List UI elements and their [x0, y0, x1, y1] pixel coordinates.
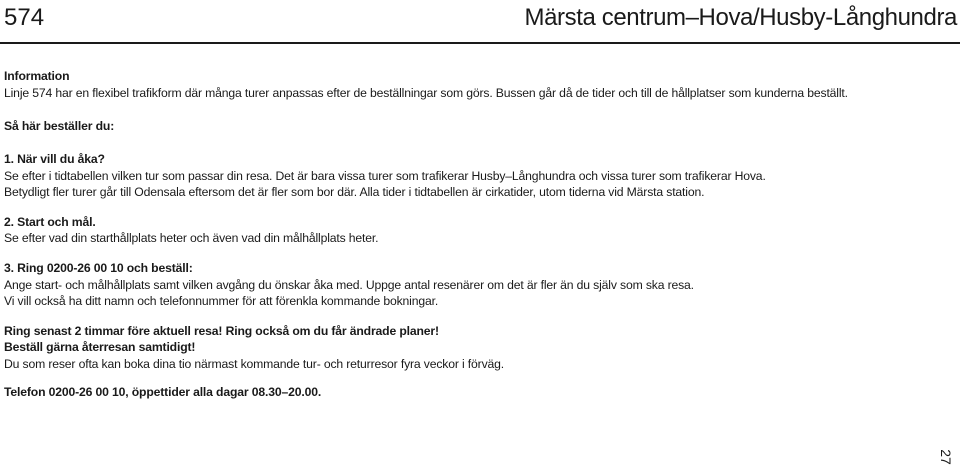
notice-call-ahead: Ring senast 2 timmar före aktuell resa! Ring också om du får ändrade planer! — [4, 323, 439, 338]
step2-line: Se efter vad din starthållplats heter och även vad din målhållplats heter. — [4, 231, 379, 246]
page-header — [0, 0, 960, 44]
information-heading: Information — [4, 69, 70, 83]
page-number — [938, 445, 958, 469]
route-number: 574 — [4, 4, 45, 31]
notice-frequent: Du som reser ofta kan boka dina tio närmast kommande tur- och returresor fyra veckor i förväg. — [4, 356, 505, 371]
step1-heading: 1. När vill du åka? — [4, 151, 105, 166]
page-number-text: 27 — [937, 449, 954, 465]
notice-return-trip: Beställ gärna återresan samtidigt! — [4, 340, 196, 355]
information-text: Linje 574 har en flexibel trafikform där många turer anpassas efter de beställningar som görs. Bussen går då de tider och till de hållplatser som kunderna beställt. — [4, 85, 848, 100]
route-name: Märsta centrum–Hova/Husby-Långhundra — [524, 4, 957, 31]
step2-heading: 2. Start och mål. — [4, 214, 96, 229]
step1-line: Se efter i tidtabellen vilken tur som passar din resa. Det är bara vissa turer som trafikerar Husby–Långhundra och vissa turer som trafikerar Hova. — [4, 168, 766, 183]
phone-info: Telefon 0200-26 00 10, öppettider alla dagar 08.30–20.00. — [4, 384, 322, 399]
step3-heading: 3. Ring 0200-26 00 10 och beställ: — [4, 260, 193, 275]
step1-line: Betydligt fler turer går till Odensala eftersom det är fler som bor där. Alla tider i tidtabellen är cirkatider, utom tiderna vid Märsta station. — [4, 185, 705, 200]
step3-line: Vi vill också ha ditt namn och telefonnummer för att förenkla kommande bokningar. — [4, 294, 439, 309]
how-to-order-heading: Så här beställer du: — [4, 118, 115, 133]
info-content — [4, 68, 934, 400]
step3-line: Ange start- och målhållplats samt vilken avgång du önskar åka med. Uppge antal resenärer om det är fler än du själv som ska resa. — [4, 277, 694, 292]
